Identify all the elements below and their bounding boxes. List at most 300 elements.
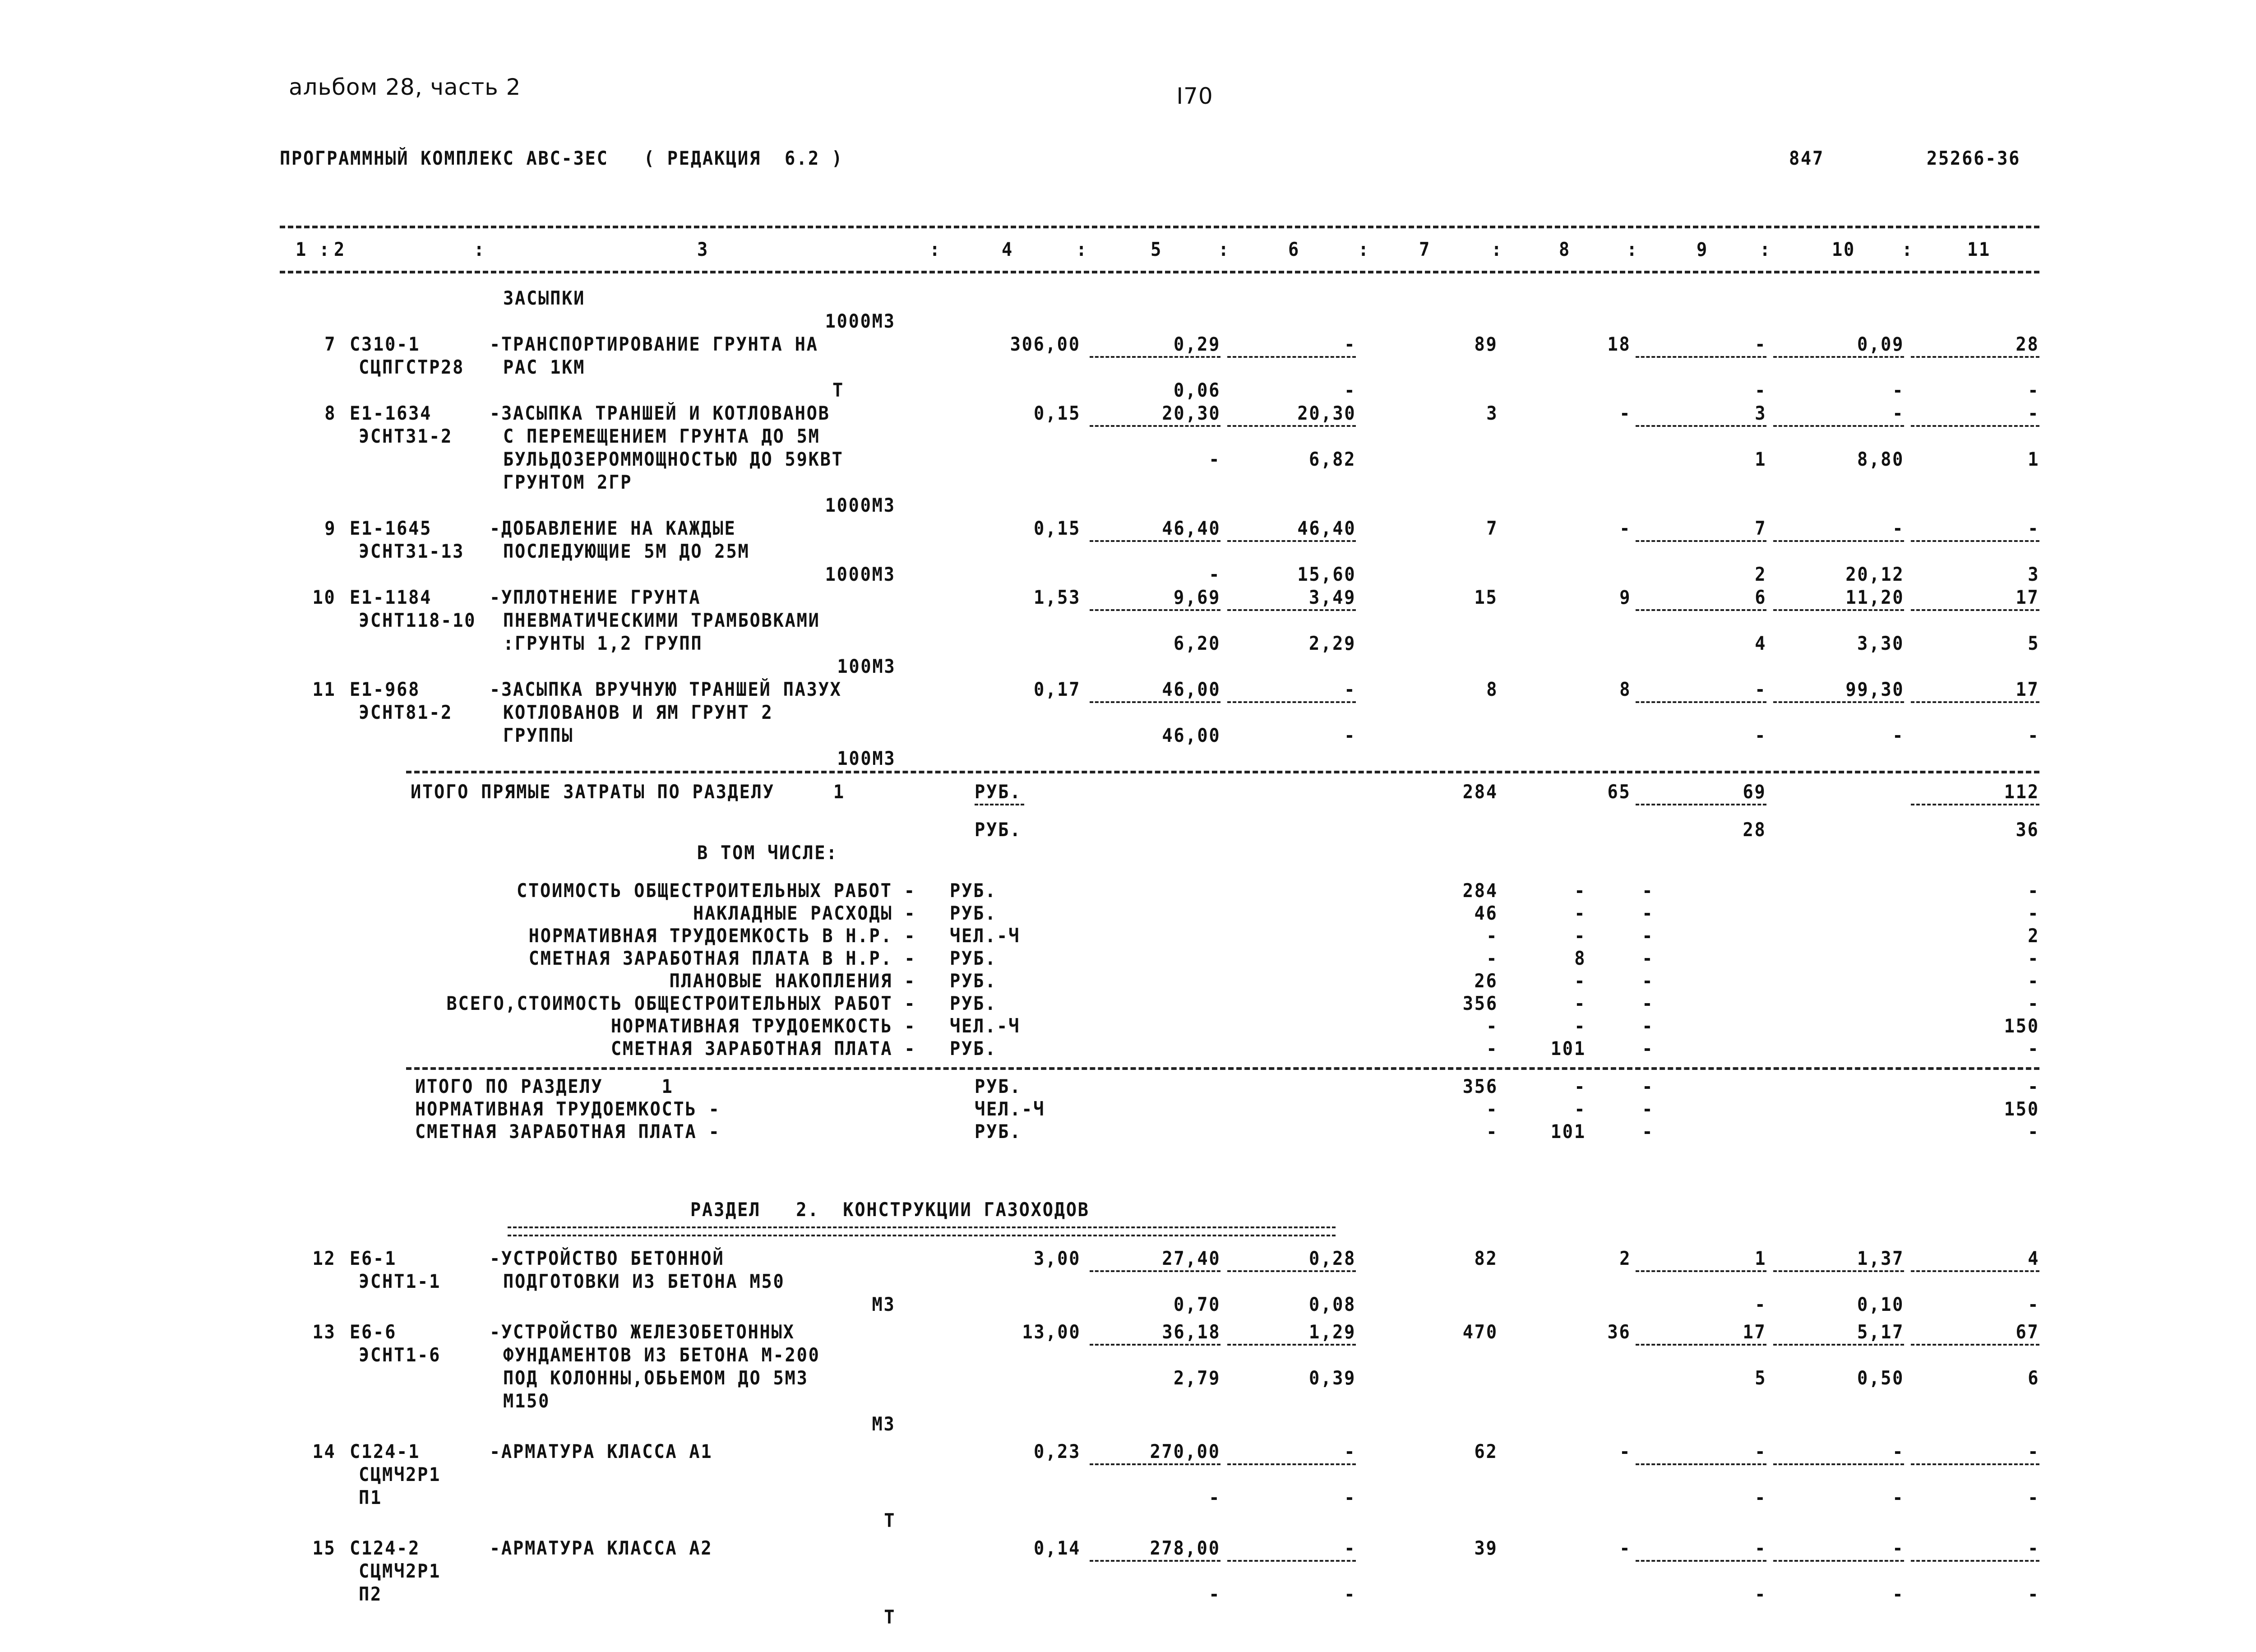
breakdown-wage-0: - (1574, 879, 1586, 902)
item-6-labor-total-b: - (2027, 724, 2039, 746)
section2-item-2-rule-c (1636, 1463, 1766, 1465)
breakdown-mech-5: - (1641, 992, 1654, 1014)
section2-item-1-cost-mech: 17 (1743, 1321, 1766, 1343)
section2-item-1-price-total: 36,18 (1161, 1321, 1220, 1343)
breakdown-mech-6: - (1641, 1015, 1654, 1037)
column-header-9: 6 (1288, 238, 1300, 260)
item-3-labor-total: - (2027, 402, 2039, 424)
item-6-cost-total: 8 (1486, 678, 1498, 700)
item-3-price-total-b: - (1208, 448, 1220, 470)
section-total-mech-2: - (1641, 1120, 1654, 1143)
item-5-number: 10 (312, 586, 336, 608)
page-number: I70 (1176, 83, 1213, 109)
section-total-mech-0: - (1641, 1075, 1654, 1097)
item-4-rule-a (1090, 540, 1220, 542)
section2-item-2-labor-unit: - (1892, 1440, 1904, 1462)
section2-item-3-cost-mech-b: - (1754, 1583, 1766, 1605)
section2-item-3-desc: -АРМАТУРА КЛАССА А2 (490, 1537, 713, 1559)
column-header-1: 2 (334, 238, 346, 260)
section2-item-0-price-total: 27,40 (1161, 1247, 1220, 1269)
item-2-price-total: 0,29 (1173, 333, 1220, 355)
breakdown-wage-7: 101 (1550, 1037, 1586, 1060)
column-header-11: 7 (1419, 238, 1431, 260)
column-header-16: : (1760, 238, 1772, 260)
item-4-labor-unit: - (1892, 517, 1904, 539)
section2-item-0-number: 12 (312, 1247, 336, 1269)
breakdown-unit-4: РУБ. (950, 970, 997, 992)
section2-item-1-labor-unit: 5,17 (1857, 1321, 1904, 1343)
section2-item-0-rule-e (1911, 1270, 2039, 1272)
column-header-15: 9 (1697, 238, 1709, 260)
section2-item-1-number: 13 (312, 1321, 336, 1343)
breakdown-unit-3: РУБ. (950, 947, 997, 969)
section2-item-1-rule-b (1227, 1344, 1356, 1346)
item-3-price-mech: 20,30 (1297, 402, 1356, 424)
item-3-unit: 1000М3 (825, 494, 896, 516)
breakdown-labor-0: - (2027, 879, 2039, 902)
item-4-price-mech-b: 15,60 (1297, 563, 1356, 585)
item-5-price-mech-b: 2,29 (1308, 632, 1356, 654)
section2-item-3-price-total-b: - (1208, 1583, 1220, 1605)
breakdown-mech-7: - (1641, 1037, 1654, 1060)
section2-item-1-desc: -УСТРОЙСТВО ЖЕЛЕЗОБЕТОННЫХ (490, 1321, 795, 1343)
item-6-price-mech: - (1344, 678, 1356, 700)
breakdown-labor-6: 150 (2004, 1015, 2039, 1037)
breakdown-label-0: СТОИМОСТЬ ОБЩЕСТРОИТЕЛЬНЫХ РАБОТ - (517, 879, 916, 902)
item-5-price-total: 9,69 (1173, 586, 1220, 608)
album-label: альбом 28, часть 2 (289, 74, 521, 100)
section-total-label-1: НОРМАТИВНАЯ ТРУДОЕМКОСТЬ - (415, 1098, 721, 1120)
item-2-rule-d (1773, 356, 1904, 358)
item-2-code: С310-1 (350, 333, 421, 355)
item-3-desc: -ЗАСЫПКА ТРАНШЕЙ И КОТЛОВАНОВ (490, 402, 830, 424)
section2-item-3-rule-c (1636, 1560, 1766, 1562)
section2-item-3-labor-unit-b: - (1892, 1583, 1904, 1605)
breakdown-wage-6: - (1574, 1015, 1586, 1037)
section2-item-1-cost-total: 470 (1462, 1321, 1498, 1343)
item-4-desc: -ДОБАВЛЕНИЕ НА КАЖДЫЕ (490, 517, 736, 539)
section-total-wage-1: - (1574, 1098, 1586, 1120)
item-2-rule-b (1227, 356, 1356, 358)
header-rule-bottom (280, 271, 2039, 273)
breakdown-label-5: ВСЕГО,СТОИМОСТЬ ОБЩЕСТРОИТЕЛЬНЫХ РАБОТ - (446, 992, 916, 1014)
section2-item-1-price-total-b: 2,79 (1173, 1367, 1220, 1389)
item-6-code: Е1-968 (350, 678, 421, 700)
section2-item-0-cost-mech-b: - (1754, 1293, 1766, 1315)
section2-item-2-price-mech: - (1344, 1440, 1356, 1462)
section2-item-2-price-total: 270,00 (1150, 1440, 1220, 1462)
item-6-rule-c (1636, 701, 1766, 703)
item-3-desc: С ПЕРЕМЕЩЕНИЕМ ГРУНТА ДО 5М (503, 425, 820, 447)
direct-costs-labor: 112 (2004, 781, 2039, 803)
item-6-code-sub: ЭСНТ81-2 (359, 701, 453, 723)
breakdown-wage-3: 8 (1574, 947, 1586, 969)
breakdown-wage-5: - (1574, 992, 1586, 1014)
item-3-rule-e (1911, 425, 2039, 427)
item-5-price-mech: 3,49 (1308, 586, 1356, 608)
breakdown-mech-0: - (1641, 879, 1654, 902)
section2-item-1-rule-a (1090, 1344, 1220, 1346)
item-3-labor-unit-b: 8,80 (1857, 448, 1904, 470)
breakdown-mech-2: - (1641, 925, 1654, 947)
direct-costs-label: ИТОГО ПРЯМЫЕ ЗАТРАТЫ ПО РАЗДЕЛУ 1 (411, 781, 845, 803)
breakdown-total-2: - (1486, 925, 1498, 947)
direct-costs-unit-rule (975, 804, 1024, 805)
item-4-code-sub: ЭСНТ31-13 (359, 540, 465, 562)
section-total-mech-1: - (1641, 1098, 1654, 1120)
item-6-cost-wage: 8 (1619, 678, 1631, 700)
item-2-rule-a (1090, 356, 1220, 358)
item-0-label: ЗАСЫПКИ (503, 287, 586, 309)
item-2-price-total-b: 0,06 (1173, 379, 1220, 401)
item-3-number: 8 (324, 402, 336, 424)
item-5-code: Е1-1184 (350, 586, 432, 608)
section2-title: РАЗДЕЛ 2. КОНСТРУКЦИИ ГАЗОХОДОВ (690, 1199, 1090, 1221)
breakdown-total-6: - (1486, 1015, 1498, 1037)
item-2-labor-unit: 0,09 (1857, 333, 1904, 355)
item-3-cost-total: 3 (1486, 402, 1498, 424)
column-header-14: : (1627, 238, 1639, 260)
item-3-rule-b (1227, 425, 1356, 427)
column-header-17: 10 (1832, 238, 1856, 260)
item-6-price-total-b: 46,00 (1161, 724, 1220, 746)
breakdown-wage-4: - (1574, 970, 1586, 992)
item-3-rule-c (1636, 425, 1766, 427)
section2-item-2-labor-total-b: - (2027, 1486, 2039, 1509)
section2-item-1-qty: 13,00 (1022, 1321, 1081, 1343)
item-4-cost-total: 7 (1486, 517, 1498, 539)
section2-item-0-code-sub: ЭСНТ1-1 (359, 1270, 441, 1292)
section-total-unit-2: РУБ. (975, 1120, 1022, 1143)
section-total-labor-0: - (2027, 1075, 2039, 1097)
section2-item-0-cost-total: 82 (1474, 1247, 1498, 1269)
breakdown-total-1: 46 (1474, 902, 1498, 924)
section2-item-2-labor-total: - (2027, 1440, 2039, 1462)
section2-item-3-labor-unit: - (1892, 1537, 1904, 1559)
section2-item-3-rule-d (1773, 1560, 1904, 1562)
section2-item-1-price-mech-b: 0,39 (1308, 1367, 1356, 1389)
breakdown-wage-2: - (1574, 925, 1586, 947)
section2-item-3-code-sub2: П2 (359, 1583, 383, 1605)
item-6-labor-unit-b: - (1892, 724, 1904, 746)
item-3-code-sub: ЭСНТ31-2 (359, 425, 453, 447)
item-4-cost-mech: 7 (1754, 517, 1766, 539)
section2-item-3-cost-total: 39 (1474, 1537, 1498, 1559)
item-5-cost-mech-b: 4 (1754, 632, 1766, 654)
item-3-labor-total-b: 1 (2027, 448, 2039, 470)
section2-item-2-cost-total: 62 (1474, 1440, 1498, 1462)
item-5-labor-total: 17 (2016, 586, 2039, 608)
section2-item-2-qty: 0,23 (1033, 1440, 1081, 1462)
section2-item-2-code-sub2: П1 (359, 1486, 383, 1509)
item-2-price-mech: - (1344, 333, 1356, 355)
section2-item-0-desc: ПОДГОТОВКИ ИЗ БЕТОНА М50 (503, 1270, 785, 1292)
column-header-6: : (1076, 238, 1088, 260)
section2-item-0-price-mech-b: 0,08 (1308, 1293, 1356, 1315)
item-4-price-mech: 46,40 (1297, 517, 1356, 539)
section2-item-3-price-mech-b: - (1344, 1583, 1356, 1605)
breakdown-label-4: ПЛАНОВЫЕ НАКОПЛЕНИЯ - (669, 970, 916, 992)
breakdown-wage-1: - (1574, 902, 1586, 924)
item-4-labor-unit-b: 20,12 (1845, 563, 1904, 585)
direct-costs-wage: 65 (1607, 781, 1631, 803)
item-3-desc: ГРУНТОМ 2ГР (503, 471, 633, 493)
breakdown-label-1: НАКЛАДНЫЕ РАСХОДЫ - (693, 902, 916, 924)
section2-item-0-labor-unit-b: 0,10 (1857, 1293, 1904, 1315)
item-5-cost-wage: 9 (1619, 586, 1631, 608)
section2-item-2-desc: -АРМАТУРА КЛАССА А1 (490, 1440, 713, 1462)
item-4-number: 9 (324, 517, 336, 539)
item-4-desc: ПОСЛЕДУЮЩИЕ 5М ДО 25М (503, 540, 750, 562)
item-6-number: 11 (312, 678, 336, 700)
direct-costs-unit: РУБ. (975, 781, 1022, 803)
section2-item-3-labor-total-b: - (2027, 1583, 2039, 1605)
section-total-wage-0: - (1574, 1075, 1586, 1097)
item-2-number: 7 (324, 333, 336, 355)
item-5-rule-c (1636, 609, 1766, 611)
breakdown-labor-5: - (2027, 992, 2039, 1014)
column-header-8: : (1218, 238, 1230, 260)
breakdown-total-7: - (1486, 1037, 1498, 1060)
item-5-labor-unit: 11,20 (1845, 586, 1904, 608)
section2-item-3-number: 15 (312, 1537, 336, 1559)
section2-item-0-rule-c (1636, 1270, 1766, 1272)
breakdown-labor-7: - (2027, 1037, 2039, 1060)
section2-item-0-unit: М3 (872, 1293, 896, 1315)
section2-item-2-number: 14 (312, 1440, 336, 1462)
section2-item-3-qty: 0,14 (1033, 1537, 1081, 1559)
item-3-qty: 0,15 (1033, 402, 1081, 424)
breakdown-total-3: - (1486, 947, 1498, 969)
section-total-unit-1: ЧЕЛ.-Ч (975, 1098, 1045, 1120)
section2-item-0-cost-wage: 2 (1619, 1247, 1631, 1269)
section2-item-0-labor-unit: 1,37 (1857, 1247, 1904, 1269)
breakdown-label-6: НОРМАТИВНАЯ ТРУДОЕМКОСТЬ - (610, 1015, 916, 1037)
section2-item-3-cost-mech: - (1754, 1537, 1766, 1559)
direct-costs-labor-b: 36 (2016, 819, 2039, 841)
section-total-wage-2: 101 (1550, 1120, 1586, 1143)
breakdown-mech-3: - (1641, 947, 1654, 969)
section2-item-2-rule-d (1773, 1463, 1904, 1465)
section2-item-0-labor-total-b: - (2027, 1293, 2039, 1315)
item-4-cost-mech-b: 2 (1754, 563, 1766, 585)
item-4-labor-total-b: 3 (2027, 563, 2039, 585)
section-total-cost-1: - (1486, 1098, 1498, 1120)
section2-item-1-labor-total-b: 6 (2027, 1367, 2039, 1389)
section2-item-1-price-mech: 1,29 (1308, 1321, 1356, 1343)
item-6-desc: КОТЛОВАНОВ И ЯМ ГРУНТ 2 (503, 701, 773, 723)
column-header-12: : (1491, 238, 1503, 260)
item-2-unit2: Т (832, 379, 845, 401)
section2-item-3-rule-b (1227, 1560, 1356, 1562)
item-4-rule-c (1636, 540, 1766, 542)
section2-item-3-labor-total: - (2027, 1537, 2039, 1559)
item-2-cost-mech-b: - (1754, 379, 1766, 401)
document-code: 25266-36 (1927, 147, 2021, 169)
section-total-rule (406, 1067, 2039, 1070)
item-6-cost-mech-b: - (1754, 724, 1766, 746)
item-3-cost-mech: 3 (1754, 402, 1766, 424)
section2-item-2-price-total-b: - (1208, 1486, 1220, 1509)
section2-item-0-labor-total: 4 (2027, 1247, 2039, 1269)
item-5-rule-a (1090, 609, 1220, 611)
section-total-labor-2: - (2027, 1120, 2039, 1143)
item-5-price-total-b: 6,20 (1173, 632, 1220, 654)
item-3-price-total: 20,30 (1161, 402, 1220, 424)
column-header-10: : (1358, 238, 1370, 260)
section2-item-0-desc: -УСТРОЙСТВО БЕТОННОЙ (490, 1247, 725, 1269)
section-total-labor-1: 150 (2004, 1098, 2039, 1120)
item-4-price-total-b: - (1208, 563, 1220, 585)
breakdown-mech-1: - (1641, 902, 1654, 924)
item-5-desc: -УПЛОТНЕНИЕ ГРУНТА (490, 586, 701, 608)
section2-item-3-cost-wage: - (1619, 1537, 1631, 1559)
item-6-price-total: 46,00 (1161, 678, 1220, 700)
item-6-desc: ГРУППЫ (503, 724, 574, 746)
section2-item-1-labor-total: 67 (2016, 1321, 2039, 1343)
section2-item-3-price-total: 278,00 (1150, 1537, 1220, 1559)
breakdown-label-3: СМЕТНАЯ ЗАРАБОТНАЯ ПЛАТА В Н.Р. - (528, 947, 916, 969)
column-header-13: 8 (1559, 238, 1571, 260)
section2-item-1-rule-d (1773, 1344, 1904, 1346)
item-4-price-total: 46,40 (1161, 517, 1220, 539)
item-3-rule-a (1090, 425, 1220, 427)
section2-item-0-cost-mech: 1 (1754, 1247, 1766, 1269)
section2-item-2-code: С124-1 (350, 1440, 421, 1462)
item-2-cost-mech: - (1754, 333, 1766, 355)
column-header-4: : (929, 238, 942, 260)
section2-item-1-unit: М3 (872, 1413, 896, 1435)
breakdown-labor-4: - (2027, 970, 2039, 992)
item-4-code: Е1-1645 (350, 517, 432, 539)
section2-item-3-code-sub: СЦМЧ2Р1 (359, 1560, 441, 1582)
section2-item-3-unit: Т (883, 1606, 896, 1628)
item-5-cost-total: 15 (1474, 586, 1498, 608)
item-5-labor-total-b: 5 (2027, 632, 2039, 654)
item-5-desc: :ГРУНТЫ 1,2 ГРУПП (503, 632, 703, 654)
item-5-desc: ПНЕВМАТИЧЕСКИМИ ТРАМБОВКАМИ (503, 609, 820, 631)
section2-item-2-cost-wage: - (1619, 1440, 1631, 1462)
section2-item-1-desc: ПОД КОЛОННЫ,ОБЬЕМОМ ДО 5М3 (503, 1367, 809, 1389)
section2-item-2-rule-b (1227, 1463, 1356, 1465)
program-title: ПРОГРАММНЫЙ КОМПЛЕКС АВС-3ЕС ( РЕДАКЦИЯ 6.2 ) (280, 147, 844, 169)
item-3-code: Е1-1634 (350, 402, 432, 424)
item-2-desc: -ТРАНСПОРТИРОВАНИЕ ГРУНТА НА (490, 333, 818, 355)
section2-item-3-rule-a (1090, 1560, 1220, 1562)
item-5-rule-e (1911, 609, 2039, 611)
breakdown-unit-0: РУБ. (950, 879, 997, 902)
section2-item-2-labor-unit-b: - (1892, 1486, 1904, 1509)
totals-rule (406, 771, 2039, 773)
item-4-unit: 1000М3 (825, 563, 896, 585)
section2-item-1-rule-e (1911, 1344, 2039, 1346)
breakdown-labor-2: 2 (2027, 925, 2039, 947)
item-6-labor-unit: 99,30 (1845, 678, 1904, 700)
section2-item-2-cost-mech: - (1754, 1440, 1766, 1462)
breakdown-total-5: 356 (1462, 992, 1498, 1014)
section2-item-2-rule-a (1090, 1463, 1220, 1465)
breakdown-unit-6: ЧЕЛ.-Ч (950, 1015, 1021, 1037)
section2-item-2-price-mech-b: - (1344, 1486, 1356, 1509)
item-4-rule-b (1227, 540, 1356, 542)
item-3-price-mech-b: 6,82 (1308, 448, 1356, 470)
item-2-labor-total: 28 (2016, 333, 2039, 355)
breakdown-unit-5: РУБ. (950, 992, 997, 1014)
column-header-19: 11 (1967, 238, 1991, 260)
header-rule-top (280, 226, 2039, 228)
item-2-code-sub: СЦПГСТР28 (359, 356, 465, 378)
section2-item-2-cost-mech-b: - (1754, 1486, 1766, 1509)
breakdown-unit-2: ЧЕЛ.-Ч (950, 925, 1021, 947)
item-2-labor-total-b: - (2027, 379, 2039, 401)
item-2-desc: РАС 1КМ (503, 356, 586, 378)
item-6-price-mech-b: - (1344, 724, 1356, 746)
direct-costs-mech-rule (1636, 804, 1766, 805)
item-4-cost-wage: - (1619, 517, 1631, 539)
item-4-labor-total: - (2027, 517, 2039, 539)
item-6-rule-e (1911, 701, 2039, 703)
item-5-rule-b (1227, 609, 1356, 611)
item-2-price-mech-b: - (1344, 379, 1356, 401)
direct-costs-mech-b: 28 (1743, 819, 1766, 841)
including-label: В ТОМ ЧИСЛЕ: (697, 842, 838, 864)
section2-item-3-code: С124-2 (350, 1537, 421, 1559)
item-3-desc: БУЛЬДОЗЕРОММОЩНОСТЬЮ ДО 59КВТ (503, 448, 844, 470)
column-header-0: 1 : (296, 238, 331, 260)
section-total-label-0: ИТОГО ПО РАЗДЕЛУ 1 (415, 1075, 674, 1097)
column-header-7: 5 (1151, 238, 1163, 260)
section2-item-3-price-mech: - (1344, 1537, 1356, 1559)
item-6-labor-total: 17 (2016, 678, 2039, 700)
item-4-qty: 0,15 (1033, 517, 1081, 539)
column-header-2: : (474, 238, 486, 260)
column-header-3: 3 (697, 238, 709, 260)
item-5-unit: 100М3 (837, 655, 896, 677)
section2-item-0-rule-a (1090, 1270, 1220, 1272)
section2-item-0-price-mech: 0,28 (1308, 1247, 1356, 1269)
double-dashed-underline (508, 1226, 1336, 1236)
section2-item-1-code: Е6-6 (350, 1321, 397, 1343)
item-5-rule-d (1773, 609, 1904, 611)
direct-costs-labor-rule (1911, 804, 2039, 805)
section2-item-3-rule-e (1911, 1560, 2039, 1562)
item-3-cost-mech-b: 1 (1754, 448, 1766, 470)
section2-item-0-rule-b (1227, 1270, 1356, 1272)
section2-item-1-desc: М150 (503, 1390, 550, 1412)
item-5-code-sub: ЭСНТ118-10 (359, 609, 476, 631)
section2-item-1-cost-mech-b: 5 (1754, 1367, 1766, 1389)
item-2-labor-unit-b: - (1892, 379, 1904, 401)
item-3-cost-wage: - (1619, 402, 1631, 424)
direct-costs-unit2: РУБ. (975, 819, 1022, 841)
item-3-rule-d (1773, 425, 1904, 427)
item-6-desc: -ЗАСЫПКА ВРУЧНУЮ ТРАНШЕЙ ПАЗУХ (490, 678, 842, 700)
section2-item-0-code: Е6-1 (350, 1247, 397, 1269)
item-6-unit: 100М3 (837, 747, 896, 769)
section2-item-1-labor-unit-b: 0,50 (1857, 1367, 1904, 1389)
item-6-rule-a (1090, 701, 1220, 703)
breakdown-label-2: НОРМАТИВНАЯ ТРУДОЕМКОСТЬ В Н.Р. - (528, 925, 916, 947)
section-total-cost-0: 356 (1462, 1075, 1498, 1097)
item-2-cost-wage: 18 (1607, 333, 1631, 355)
section2-item-1-code-sub: ЭСНТ1-6 (359, 1344, 441, 1366)
column-header-5: 4 (1002, 238, 1014, 260)
item-2-rule-c (1636, 356, 1766, 358)
section2-item-2-code-sub: СЦМЧ2Р1 (359, 1463, 441, 1485)
item-3-labor-unit: - (1892, 402, 1904, 424)
item-5-cost-mech: 6 (1754, 586, 1766, 608)
item-6-qty: 0,17 (1033, 678, 1081, 700)
